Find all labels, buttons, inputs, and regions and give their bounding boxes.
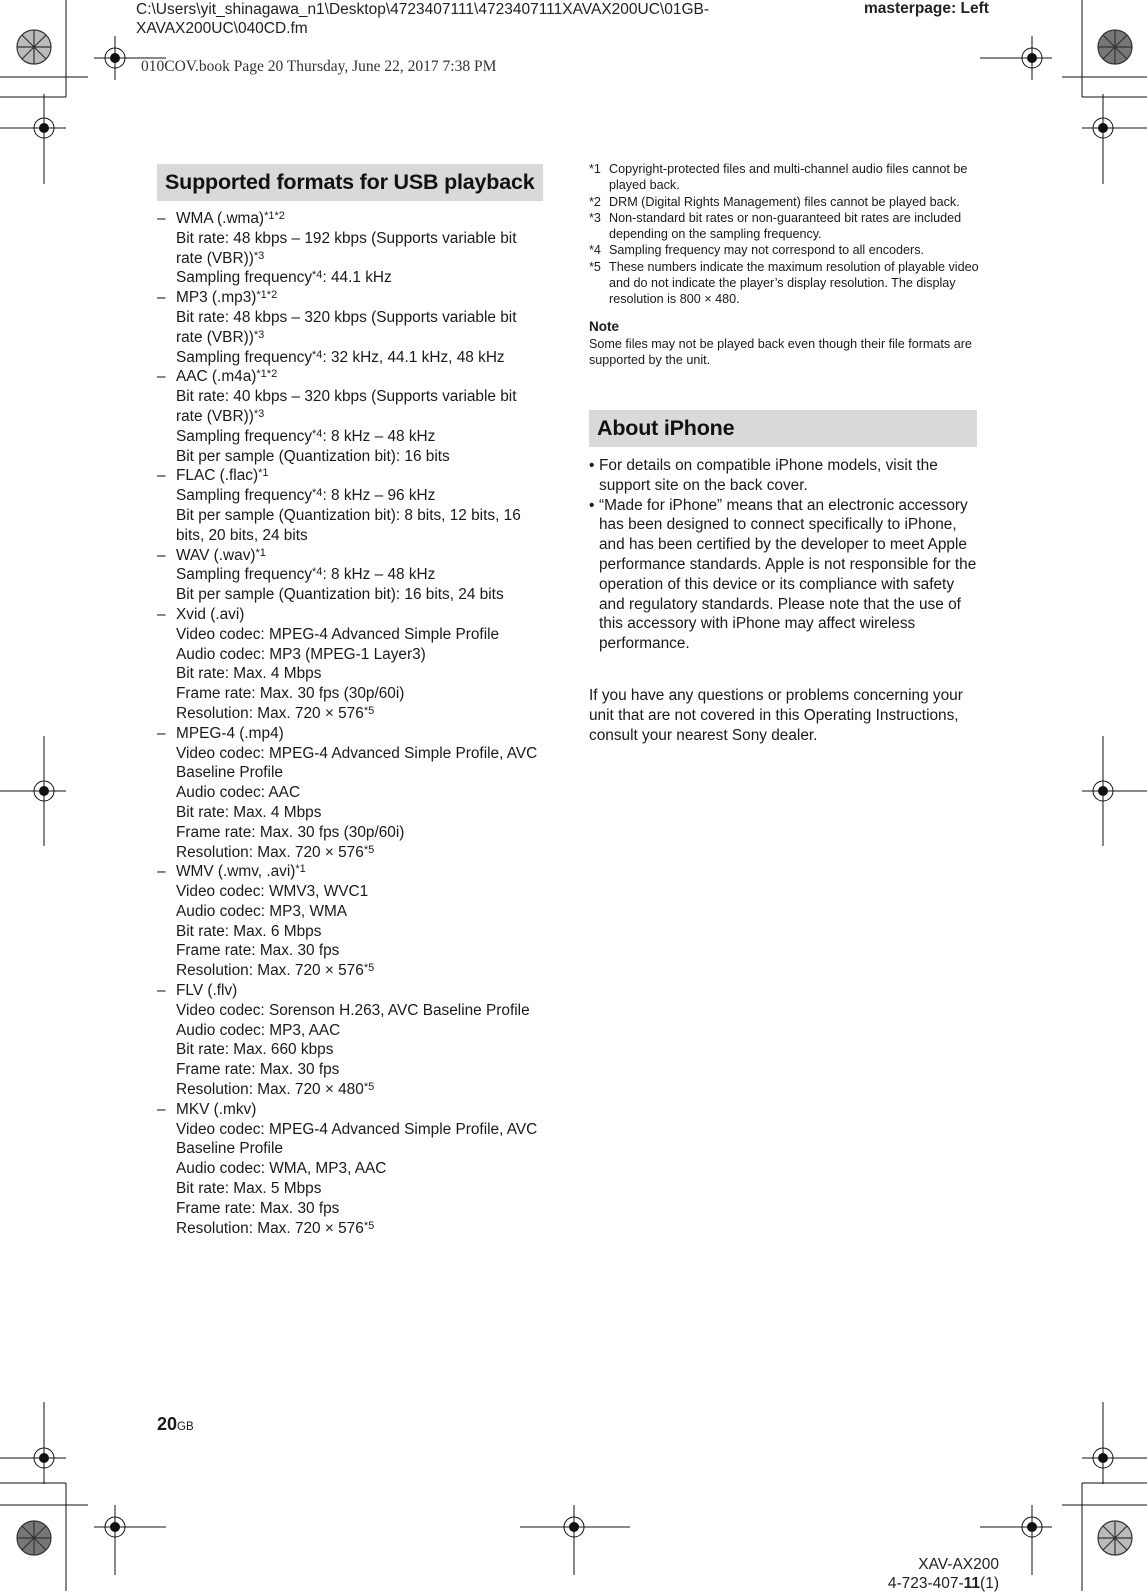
format-spec-line xyxy=(176,585,547,605)
format-spec-line xyxy=(176,1060,547,1080)
spec-text: Resolution: Max. 720 × 480 xyxy=(176,1081,364,1099)
footnote-ref: *5 xyxy=(363,843,375,856)
usb-formats-heading: Supported formats for USB playback xyxy=(157,164,543,201)
spec-text-tail: : 8 kHz – 48 kHz xyxy=(322,566,436,584)
footnote xyxy=(589,210,979,243)
format-spec-line xyxy=(176,1040,547,1060)
format-spec-line xyxy=(176,783,547,803)
format-spec-line xyxy=(176,268,547,288)
spec-text: Bit rate: 48 kbps – 192 kbps (Supports variable bit rate (VBR)) xyxy=(176,229,517,267)
format-body xyxy=(176,605,547,724)
format-body xyxy=(176,209,547,288)
format-item xyxy=(157,862,547,981)
file-path-header: C:\Users\yit_shinagawa_n1\Desktop\4723407111\4723407111XAVAX200UC\01GB- XAVAX200UC\040CD.fm xyxy=(136,1,710,37)
bullet-text: “Made for iPhone” means that an electronic accessory has been designed to connect specifically to iPhone, and has been certified by the developer to meet Apple performance standards. Apple is not responsible for the operation of this device or its compliance with safety and regulatory standards. Please note that the use of this accessory with iPhone may affect wireless performance. xyxy=(599,496,977,653)
bullet-dot: • xyxy=(589,457,595,474)
format-item xyxy=(157,605,547,724)
format-name xyxy=(176,546,547,566)
about-iphone-heading: About iPhone xyxy=(589,410,977,447)
format-name-text: FLAC (.flac) xyxy=(176,467,259,485)
spec-text-tail: : 32 kHz, 44.1 kHz, 48 kHz xyxy=(322,348,505,366)
format-spec-line xyxy=(176,843,547,863)
spec-text: Video codec: Sorenson H.263, AVC Baseline Profile xyxy=(176,1001,530,1019)
model-code-prefix: 4-723-407- xyxy=(887,1575,964,1592)
footnote xyxy=(589,259,979,308)
format-name xyxy=(176,605,547,625)
format-name-text: WMA (.wma) xyxy=(176,210,265,227)
format-spec-line xyxy=(176,882,547,902)
bullet-item xyxy=(589,456,977,496)
format-spec-line xyxy=(176,1080,547,1100)
spec-text: Bit per sample (Quantization bit): 16 bits, 24 bits xyxy=(176,586,504,604)
footnote-mark: *4 xyxy=(589,243,601,258)
format-name-text: WAV (.wav) xyxy=(176,546,256,564)
model-code xyxy=(888,1574,999,1593)
spec-text: Audio codec: MP3, AAC xyxy=(176,1021,341,1039)
usb-format-list xyxy=(157,209,547,1238)
footnote-text: Sampling frequency may not correspond to all encoders. xyxy=(609,243,925,258)
format-body xyxy=(176,546,547,605)
format-item xyxy=(157,466,547,545)
footnotes-block xyxy=(589,161,979,368)
spec-text: Bit rate: Max. 660 kbps xyxy=(176,1041,334,1059)
spec-text-tail: : 44.1 kHz xyxy=(322,269,392,287)
spec-text: Resolution: Max. 720 × 576 xyxy=(176,704,364,722)
format-spec-line xyxy=(176,902,547,922)
spec-text: Frame rate: Max. 30 fps (30p/60i) xyxy=(176,685,405,703)
format-spec-line xyxy=(176,1199,547,1219)
format-name xyxy=(176,862,547,882)
footnote xyxy=(589,161,979,194)
format-item xyxy=(157,367,547,466)
footnote-ref: *4 xyxy=(312,427,323,440)
footnote-ref: *1 xyxy=(258,467,269,480)
footnote-mark: *2 xyxy=(589,194,601,209)
dash-marker: – xyxy=(157,1100,166,1118)
footnote-ref: *1 xyxy=(255,546,266,559)
spec-text: Sampling frequency xyxy=(176,487,313,505)
footnote-text: Non-standard bit rates or non-guaranteed bit rates are included depending on the sampling frequency. xyxy=(609,210,962,242)
format-name xyxy=(176,288,547,308)
model-code-suffix: (1) xyxy=(980,1575,999,1592)
footnote-ref: *4 xyxy=(312,487,323,500)
format-item xyxy=(157,981,547,1100)
footnote-mark: *1 xyxy=(589,162,601,176)
spec-text-tail: : 8 kHz – 48 kHz xyxy=(322,427,436,445)
footnote-ref: *4 xyxy=(312,269,323,282)
spec-text: Video codec: MPEG-4 Advanced Simple Profile, AVC Baseline Profile xyxy=(176,744,538,782)
spec-text: Audio codec: WMA, MP3, AAC xyxy=(176,1160,387,1178)
format-spec-line xyxy=(176,427,547,447)
footnote-text: DRM (Digital Rights Management) files cannot be played back. xyxy=(609,194,960,209)
format-spec-line xyxy=(176,506,547,546)
format-spec-line xyxy=(176,961,547,981)
spec-text: Sampling frequency xyxy=(176,566,313,584)
format-spec-line xyxy=(176,625,547,645)
spec-text: Frame rate: Max. 30 fps xyxy=(176,1061,340,1079)
spec-text: Resolution: Max. 720 × 576 xyxy=(176,1219,364,1237)
format-spec-line xyxy=(176,1001,547,1021)
format-body xyxy=(176,288,547,367)
spec-text: Sampling frequency xyxy=(176,269,313,287)
footnote-ref: *5 xyxy=(363,1219,375,1232)
footnote-ref: *4 xyxy=(312,348,323,361)
format-spec-line xyxy=(176,1021,547,1041)
bullet-item xyxy=(589,496,977,654)
format-item xyxy=(157,209,547,288)
spec-text: Resolution: Max. 720 × 576 xyxy=(176,843,364,861)
format-spec-line xyxy=(176,387,547,427)
dash-marker: – xyxy=(157,605,166,623)
footnote-ref: *3 xyxy=(253,407,265,420)
spec-text: Frame rate: Max. 30 fps (30p/60i) xyxy=(176,823,405,841)
format-spec-line xyxy=(176,348,547,368)
spec-text-tail: : 8 kHz – 96 kHz xyxy=(322,487,436,505)
format-name xyxy=(176,466,547,486)
footnote-ref: *4 xyxy=(312,566,323,579)
footnote-ref: *5 xyxy=(363,1081,375,1094)
model-info xyxy=(888,1555,999,1593)
footnote-ref: *1 xyxy=(295,863,306,876)
spec-text: Audio codec: MP3 (MPEG-1 Layer3) xyxy=(176,645,426,663)
spec-text: Audio codec: MP3, WMA xyxy=(176,902,348,920)
dealer-contact-paragraph: If you have any questions or problems concerning your unit that are not covered in this Operating Instructions, consult your nearest Sony dealer. xyxy=(589,687,963,744)
page-number xyxy=(157,1414,194,1435)
footnote-ref: *5 xyxy=(363,962,375,975)
format-name-text: MPEG-4 (.mp4) xyxy=(176,724,284,742)
spec-text: Bit rate: Max. 5 Mbps xyxy=(176,1180,322,1198)
spec-text: Video codec: MPEG-4 Advanced Simple Profile, AVC Baseline Profile xyxy=(176,1120,538,1158)
spec-text: Bit rate: 48 kbps – 320 kbps (Supports variable bit rate (VBR)) xyxy=(176,308,517,346)
format-spec-line xyxy=(176,565,547,585)
spec-text: Bit per sample (Quantization bit): 16 bits xyxy=(176,447,450,465)
format-body xyxy=(176,724,547,863)
iphone-bullet-list xyxy=(589,456,977,654)
masterpage-label: masterpage: Left xyxy=(864,0,989,17)
format-spec-line xyxy=(176,1179,547,1199)
format-spec-line xyxy=(176,486,547,506)
footnote xyxy=(589,194,979,210)
bullet-text: For details on compatible iPhone models, visit the support site on the back cover. xyxy=(599,457,938,494)
format-spec-line xyxy=(176,1219,547,1239)
book-info-line: 010COV.book Page 20 Thursday, June 22, 2017 7:38 PM xyxy=(141,58,497,75)
spec-text: Resolution: Max. 720 × 576 xyxy=(176,962,364,980)
dash-marker: – xyxy=(157,982,166,1000)
page-number-suffix: GB xyxy=(177,1421,194,1433)
footnote-ref: *3 xyxy=(253,249,265,262)
footnote-text: These numbers indicate the maximum resolution of playable video and do not indicate the player’s display resolution. The display resolution is 800 × 480. xyxy=(609,259,979,307)
footnote xyxy=(589,242,979,258)
dash-marker: – xyxy=(157,467,166,485)
footnote-ref: *1*2 xyxy=(256,289,278,302)
footnote-mark: *5 xyxy=(589,259,601,274)
format-name-text: MP3 (.mp3) xyxy=(176,289,257,307)
format-spec-line xyxy=(176,664,547,684)
spec-text: Sampling frequency xyxy=(176,348,313,366)
spec-text: Audio codec: AAC xyxy=(176,784,301,802)
format-name xyxy=(176,209,547,229)
spec-text: Video codec: WMV3, WVC1 xyxy=(176,883,369,901)
spec-text: Bit rate: Max. 6 Mbps xyxy=(176,922,322,940)
spec-text: Bit per sample (Quantization bit): 8 bits, 12 bits, 16 bits, 20 bits, 24 bits xyxy=(176,506,521,544)
dash-marker: – xyxy=(157,210,166,227)
spec-text: Video codec: MPEG-4 Advanced Simple Profile xyxy=(176,625,500,643)
spec-text: Bit rate: Max. 4 Mbps xyxy=(176,803,322,821)
footnote-ref: *1*2 xyxy=(264,210,285,222)
spec-text: Bit rate: 40 kbps – 320 kbps (Supports variable bit rate (VBR)) xyxy=(176,388,517,425)
format-name xyxy=(176,981,547,1001)
format-body xyxy=(176,367,547,466)
format-name-text: WMV (.wmv, .avi) xyxy=(176,863,296,881)
format-name-text: FLV (.flv) xyxy=(176,982,238,1000)
note-title: Note xyxy=(589,318,619,334)
format-spec-line xyxy=(176,704,547,724)
model-code-bold: 11 xyxy=(963,1575,981,1592)
footnote-ref: *1*2 xyxy=(256,368,278,381)
footnote-list xyxy=(589,161,979,308)
dash-marker: – xyxy=(157,863,166,881)
format-spec-line xyxy=(176,1120,547,1160)
format-spec-line xyxy=(176,1159,547,1179)
format-spec-line xyxy=(176,447,547,467)
footnote-ref: *3 xyxy=(253,328,265,341)
footnote-text: Copyright-protected files and multi-channel audio files cannot be played back. xyxy=(609,162,968,193)
dash-marker: – xyxy=(157,546,166,564)
format-item xyxy=(157,724,547,863)
format-item xyxy=(157,288,547,367)
format-name xyxy=(176,367,547,387)
footnote-mark: *3 xyxy=(589,210,601,225)
format-body xyxy=(176,466,547,545)
note-text: Some files may not be played back even though their file formats are supported by the unit. xyxy=(589,336,972,367)
format-spec-line xyxy=(176,229,547,269)
spec-text: Bit rate: Max. 4 Mbps xyxy=(176,665,322,683)
bullet-dot: • xyxy=(589,496,595,514)
format-name-text: AAC (.m4a) xyxy=(176,368,257,386)
format-spec-line xyxy=(176,645,547,665)
dash-marker: – xyxy=(157,368,166,386)
format-spec-line xyxy=(176,803,547,823)
format-spec-line xyxy=(176,744,547,784)
format-item xyxy=(157,546,547,605)
footnote-ref: *5 xyxy=(363,704,375,717)
format-spec-line xyxy=(176,922,547,942)
spec-text: Frame rate: Max. 30 fps xyxy=(176,1199,340,1217)
format-spec-line xyxy=(176,684,547,704)
spec-text: Sampling frequency xyxy=(176,427,313,445)
page-number-value: 20 xyxy=(157,1414,178,1434)
format-body xyxy=(176,862,547,981)
format-name-text: MKV (.mkv) xyxy=(176,1100,257,1118)
format-spec-line xyxy=(176,941,547,961)
model-name: XAV-AX200 xyxy=(918,1556,999,1573)
format-spec-line xyxy=(176,308,547,348)
format-body xyxy=(176,981,547,1100)
dash-marker: – xyxy=(157,724,166,742)
format-name-text: Xvid (.avi) xyxy=(176,605,245,623)
format-item xyxy=(157,1100,547,1239)
format-body xyxy=(176,1100,547,1239)
format-name xyxy=(176,724,547,744)
spec-text: Frame rate: Max. 30 fps xyxy=(176,942,340,960)
dash-marker: – xyxy=(157,289,166,307)
format-spec-line xyxy=(176,823,547,843)
format-name xyxy=(176,1100,547,1120)
